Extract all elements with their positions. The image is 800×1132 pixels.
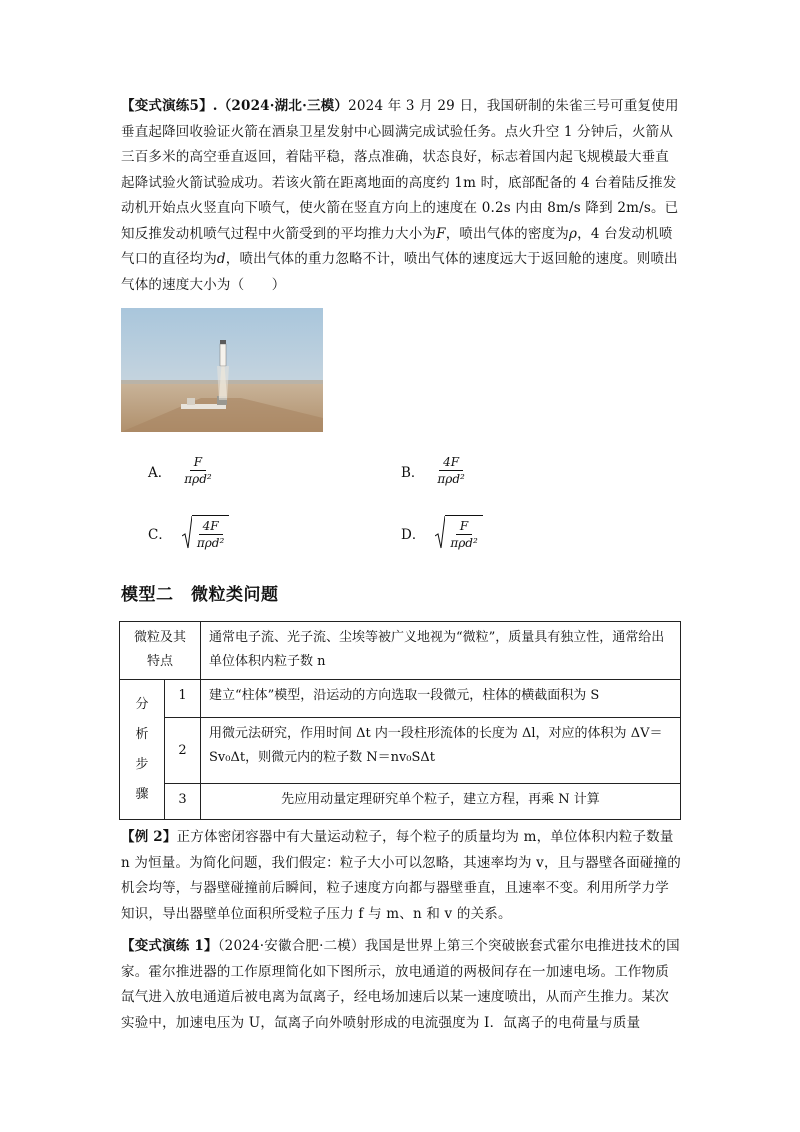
problem-5-sep: . xyxy=(212,98,218,114)
radical-sign-icon xyxy=(182,516,192,550)
option-b-numerator: 4F xyxy=(439,455,463,471)
step-text: 用微元法研究，作用时间 Δt 内一段柱形流体的长度为 Δl，对应的体积为 ΔV＝Sv₀Δt，则微元内的粒子数 N＝nv₀SΔt xyxy=(201,718,681,784)
option-d-fraction xyxy=(447,519,480,550)
table-row xyxy=(120,718,681,784)
option-b-label: B． xyxy=(401,464,425,481)
option-d-label: D． xyxy=(401,526,426,543)
option-a-numerator: F xyxy=(190,455,206,471)
problem-1-body: （2024·安徽合肥·二模）我国是世界上第三个突破嵌套式霍尔电推进技术的国家。霍尔推进器的工作原理简化如下图所示，放电通道的两极间存在一加速电场。工作物质氙气进入放电通道后被电离为氙离子，经电场加速后以某一速度喷出，从而产生推力。某次实验中，加速电压为 U，氙离子向外喷射形成的电流强度为 I．氙离子的电荷量与质量 xyxy=(121,938,680,1031)
step-number: 2 xyxy=(165,718,201,784)
option-a-label: A． xyxy=(148,464,172,481)
var-d: d xyxy=(216,251,226,267)
step-number: 1 xyxy=(165,680,201,718)
problem-5-body-4: ，喷出气体的重力忽略不计，喷出气体的速度远大于返回舱的速度。则喷出气体的速度大小为（ ） xyxy=(121,251,678,293)
table-row xyxy=(120,622,681,680)
option-c-sqrt xyxy=(182,515,229,550)
option-c-numerator: 4F xyxy=(199,519,223,535)
option-a-denominator: πρd² xyxy=(184,472,212,486)
step-text: 先应用动量定理研究单个粒子，建立方程，再乘 N 计算 xyxy=(201,784,681,820)
problem-5-text xyxy=(121,94,681,298)
radical-sign-icon xyxy=(435,516,445,550)
var-F: F xyxy=(436,225,446,242)
option-d-denominator: πρd² xyxy=(450,536,478,550)
problem-1-tag: 【变式演练 1】 xyxy=(121,938,218,954)
option-d[interactable] xyxy=(401,515,483,550)
table-row xyxy=(120,680,681,718)
step-number: 3 xyxy=(165,784,201,820)
option-b-denominator: πρd² xyxy=(437,472,465,486)
option-c[interactable] xyxy=(148,515,229,550)
problem-5-body-2: ，喷出气体的密度为 xyxy=(445,225,569,242)
option-b[interactable] xyxy=(401,455,468,486)
table-side-label: 分析步骤 xyxy=(120,680,165,820)
table-row xyxy=(120,784,681,820)
option-b-fraction xyxy=(434,455,467,486)
problem-5-body-3: ，4 台发动机喷气口的直径均为 xyxy=(121,225,673,267)
step-text: 建立“柱体”模型，沿运动的方向选取一段微元，柱体的横截面积为 S xyxy=(201,680,681,718)
option-c-fraction xyxy=(194,519,227,550)
option-a[interactable] xyxy=(148,455,215,486)
example-2-tag: 【例 2】 xyxy=(121,829,177,845)
model-table xyxy=(119,621,681,820)
rocket-landing-photo xyxy=(121,308,323,432)
option-a-fraction xyxy=(181,455,214,486)
option-d-numerator: F xyxy=(456,519,472,535)
problem-5-body-1: 2024 年 3 月 29 日，我国研制的朱雀三号可重复使用垂直起降回收验证火箭在酒泉卫星发射中心圆满完成试验任务。点火升空 1 分钟后，火箭从三百多米的高空垂直返回，着陆平稳，落点准确，状态良好，标志着国内起飞规模最大垂直起降试验火箭试验成功。若该火箭在距离地面的高度约 1m 时，底部配备的 4 台着陆反推发动机开始点火竖直向下喷气，使火箭在竖直方向上的速度在 0.2s 内由 8m/s 降到 2m/s。已知反推发动机喷气过程中火箭受到的平均推力大小为 xyxy=(121,98,679,242)
example-2-body: 正方体密闭容器中有大量运动粒子，每个粒子的质量均为 m，单位体积内粒子数量 n 为恒量。为简化问题，我们假定：粒子大小可以忽略，其速率均为 v，且与器壁各面碰撞的机会均等，与器壁碰撞前后瞬间，粒子速度方向都与器壁垂直，且速率不变。利用所学力学知识，导出器壁单位面积所受粒子压力 f 与 m、n 和 v 的关系。 xyxy=(121,829,682,922)
table-cell-text: 通常电子流、光子流、尘埃等被广义地视为“微粒”，质量具有独立性，通常给出单位体积内粒子数 n xyxy=(201,622,681,680)
problem-5-source: （2024·湖北·三模） xyxy=(217,98,349,114)
option-d-sqrt xyxy=(435,515,482,550)
problem-1-text xyxy=(121,934,681,1036)
table-cell-label: 微粒及其特点 xyxy=(120,622,201,680)
option-c-label: C． xyxy=(148,526,172,543)
example-2-text xyxy=(121,825,681,927)
var-rho: ρ xyxy=(569,225,578,242)
option-c-denominator: πρd² xyxy=(196,536,225,550)
problem-5-tag: 【变式演练5】 xyxy=(121,98,213,114)
section-title: 模型二 微粒类问题 xyxy=(121,585,279,605)
